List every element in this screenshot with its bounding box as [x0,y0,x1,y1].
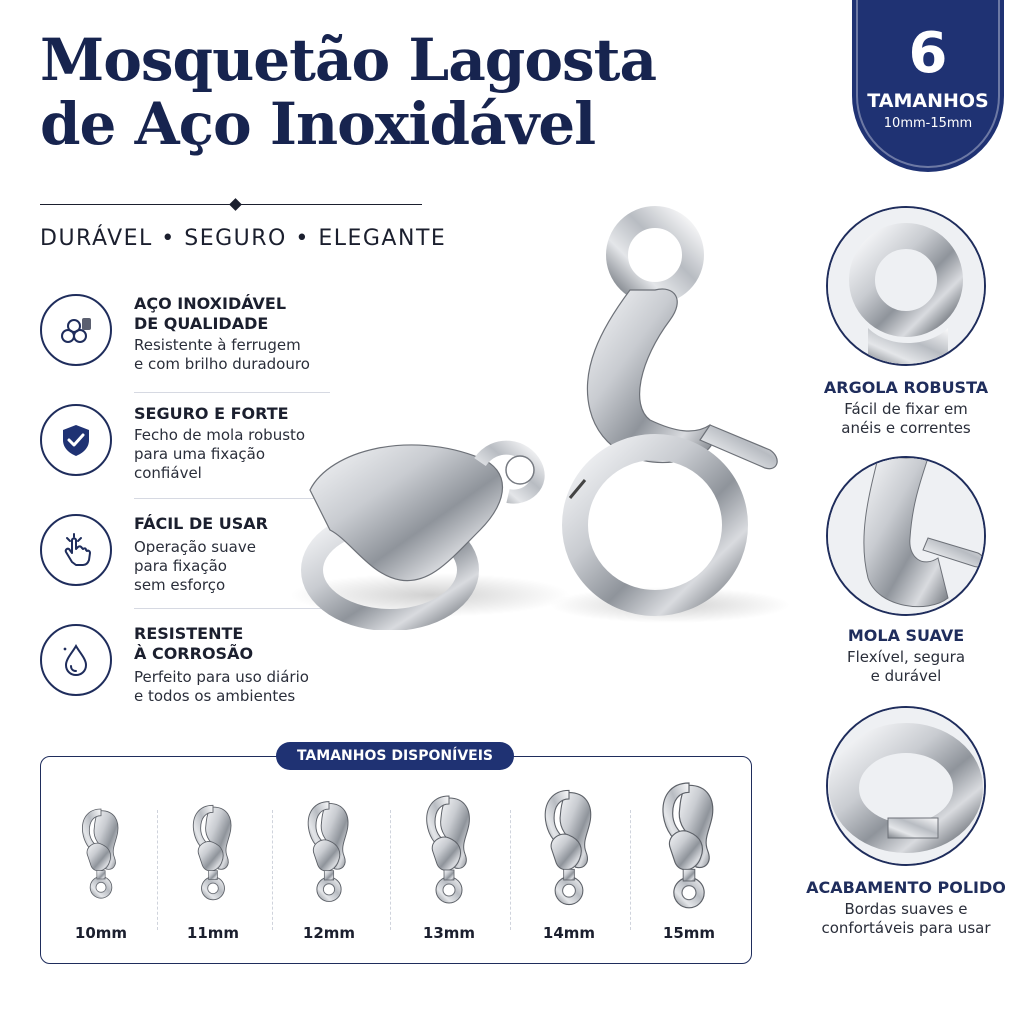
detail-desc-line: anéis e correntes [841,419,971,437]
detail-desc-line: Fácil de fixar em [844,400,968,418]
tagline: DURÁVEL • SEGURO • ELEGANTE [40,226,447,251]
hero-clasps-image [290,200,810,630]
feature-description [134,668,334,706]
clasp-image [154,770,272,920]
sizes-badge [852,0,1004,172]
clasp-image [510,770,628,920]
detail-title: ARGOLA ROBUSTA [823,378,989,397]
standing-clasp-image [570,217,777,603]
size-label: 15mm [662,924,716,942]
feature-safe-strong [40,404,330,496]
feature-easy-use [40,514,330,606]
size-label: 10mm [74,924,128,942]
detail-title: MOLA SUAVE [847,626,965,645]
feature-title-line: SEGURO E FORTE [134,404,289,423]
detail-description [800,648,1012,686]
badge-number: 6 [908,21,948,86]
feature-title [134,624,334,664]
size-option-11mm [154,770,272,960]
detail-title: ACABAMENTO POLIDO [806,878,1006,897]
feature-title-line: DE QUALIDADE [134,314,269,333]
badge-range: 10mm-15mm [883,116,973,131]
divider-diamond [229,198,242,211]
feature-desc-line: sem esforço [134,576,226,594]
feature-title-line: FÁCIL DE USAR [134,514,268,533]
page-title [40,28,656,156]
detail-description [800,400,1012,438]
size-option-10mm [42,770,160,960]
feature-desc-line: Operação suave [134,538,256,556]
size-label: 14mm [542,924,596,942]
feature-title-line: À CORROSÃO [134,644,254,663]
feature-title-line: AÇO INOXIDÁVEL [134,294,287,313]
clasp-image [270,770,388,920]
size-option-14mm [510,770,628,960]
detail-desc-line: e durável [870,667,942,685]
feature-title-line: RESISTENTE [134,624,244,643]
feature-desc-line: e todos os ambientes [134,687,296,705]
size-label: 12mm [302,924,356,942]
hand-tap-icon [40,514,112,586]
feature-stainless-steel [40,294,330,386]
water-drop-icon [40,624,112,696]
size-option-12mm [270,770,388,960]
clasp-image [42,770,160,920]
detail-loop-image [826,206,986,366]
shield-check-icon [40,404,112,476]
feature-desc-line: confiável [134,464,202,482]
detail-desc-line: confortáveis para usar [821,919,991,937]
feature-desc-line: para fixação [134,557,227,575]
detail-spring-image [826,456,986,616]
detail-desc-line: Flexível, segura [846,648,966,666]
clasp-image [630,770,748,920]
feature-desc-line: e com brilho duradouro [134,355,310,373]
size-label: 11mm [186,924,240,942]
detail-description [800,900,1012,938]
clasp-image [390,770,508,920]
detail-desc-line: Bordas suaves e [844,900,968,918]
detail-polished-edge-image [826,706,986,866]
feature-desc-line: Fecho de mola robusto [134,426,306,444]
size-option-13mm [390,770,508,960]
feature-desc-line: para uma fixação [134,445,266,463]
steel-rods-icon [40,294,112,366]
badge-label: TAMANHOS [867,90,989,112]
sizes-heading: TAMANHOS DISPONÍVEIS [276,742,514,770]
feature-desc-line: Resistente à ferrugem [134,336,301,354]
size-option-15mm [630,770,748,960]
page-title-line-1: Mosquetão Lagosta [40,26,657,94]
feature-corrosion-resistant [40,624,330,716]
size-label: 13mm [422,924,476,942]
page-title-line-2: de Aço Inoxidável [40,90,596,158]
feature-desc-line: Perfeito para uso diário [134,668,309,686]
